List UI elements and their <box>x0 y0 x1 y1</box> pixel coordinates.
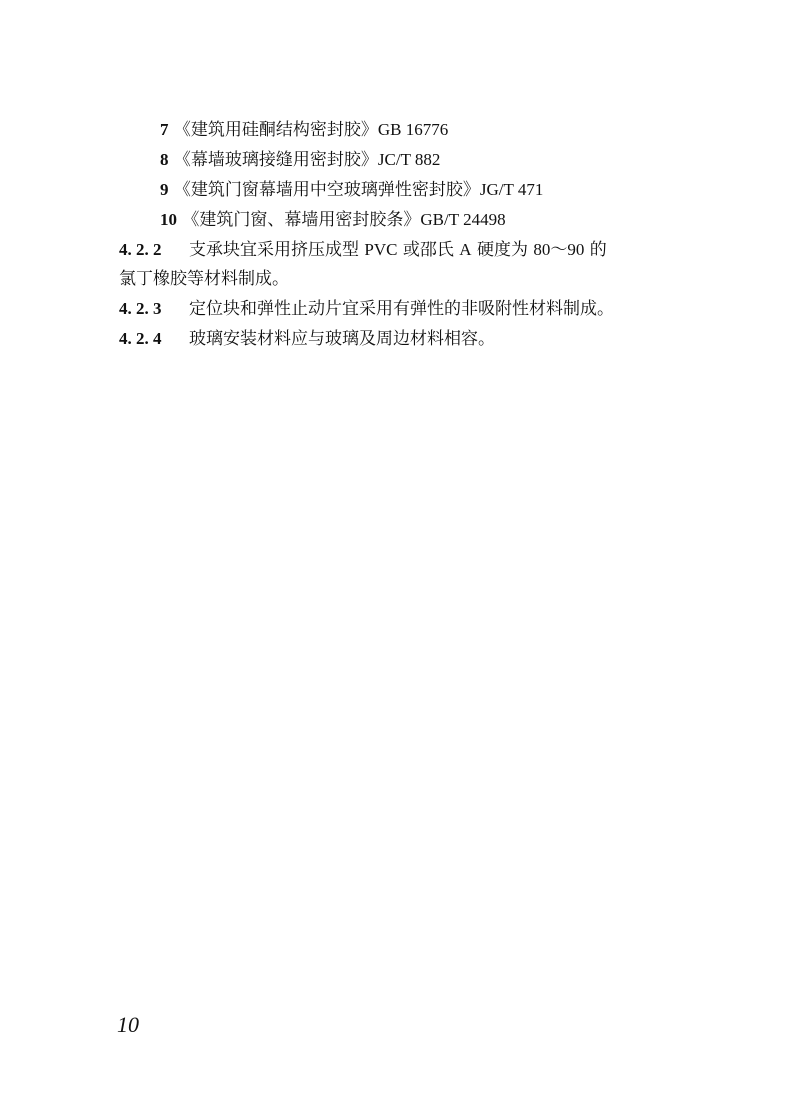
reference-number: 10 <box>160 210 177 229</box>
reference-item <box>160 178 543 202</box>
clause-text: PVC <box>364 240 398 259</box>
reference-code: GB/T 24498 <box>420 210 506 229</box>
reference-title: 《建筑门窗、幕墙用密封胶条》 <box>182 210 421 230</box>
clause-text: 玻璃安装材料应与玻璃及周边材料相容。 <box>189 329 495 349</box>
reference-title: 《建筑用硅酮结构密封胶》 <box>173 120 378 140</box>
clause-text: A <box>459 240 472 259</box>
clause-number: 4. 2. 4 <box>119 329 162 348</box>
clause-4-2-3 <box>119 297 614 321</box>
clause-text: 或邵氏 <box>397 240 460 260</box>
clause-4-2-2 <box>119 238 607 262</box>
clause-text: 硬度为 <box>471 240 534 260</box>
reference-item <box>160 148 440 172</box>
clause-4-2-4 <box>119 327 495 351</box>
reference-item <box>160 208 506 232</box>
reference-number: 9 <box>160 180 169 199</box>
reference-title: 《幕墙玻璃接缝用密封胶》 <box>173 150 378 170</box>
clause-number: 4. 2. 3 <box>119 299 162 318</box>
clause-number: 4. 2. 2 <box>119 240 162 259</box>
clause-text: 支承块宜采用挤压成型 <box>189 240 365 260</box>
clause-text: 氯丁橡胶等材料制成。 <box>119 269 289 289</box>
reference-code: GB 16776 <box>377 120 449 139</box>
clause-continuation <box>119 267 289 291</box>
page-number: 10 <box>117 1012 139 1037</box>
clause-text: 的 <box>584 240 607 260</box>
reference-code: JG/T 471 <box>479 180 544 199</box>
reference-code: JC/T 882 <box>377 150 441 169</box>
clause-text: 定位块和弹性止动片宜采用有弹性的非吸附性材料制成。 <box>189 299 614 319</box>
reference-title: 《建筑门窗幕墙用中空玻璃弹性密封胶》 <box>173 180 480 200</box>
clause-text: 80～90 <box>533 240 585 259</box>
reference-number: 7 <box>160 120 169 139</box>
reference-item <box>160 118 448 142</box>
reference-number: 8 <box>160 150 169 169</box>
